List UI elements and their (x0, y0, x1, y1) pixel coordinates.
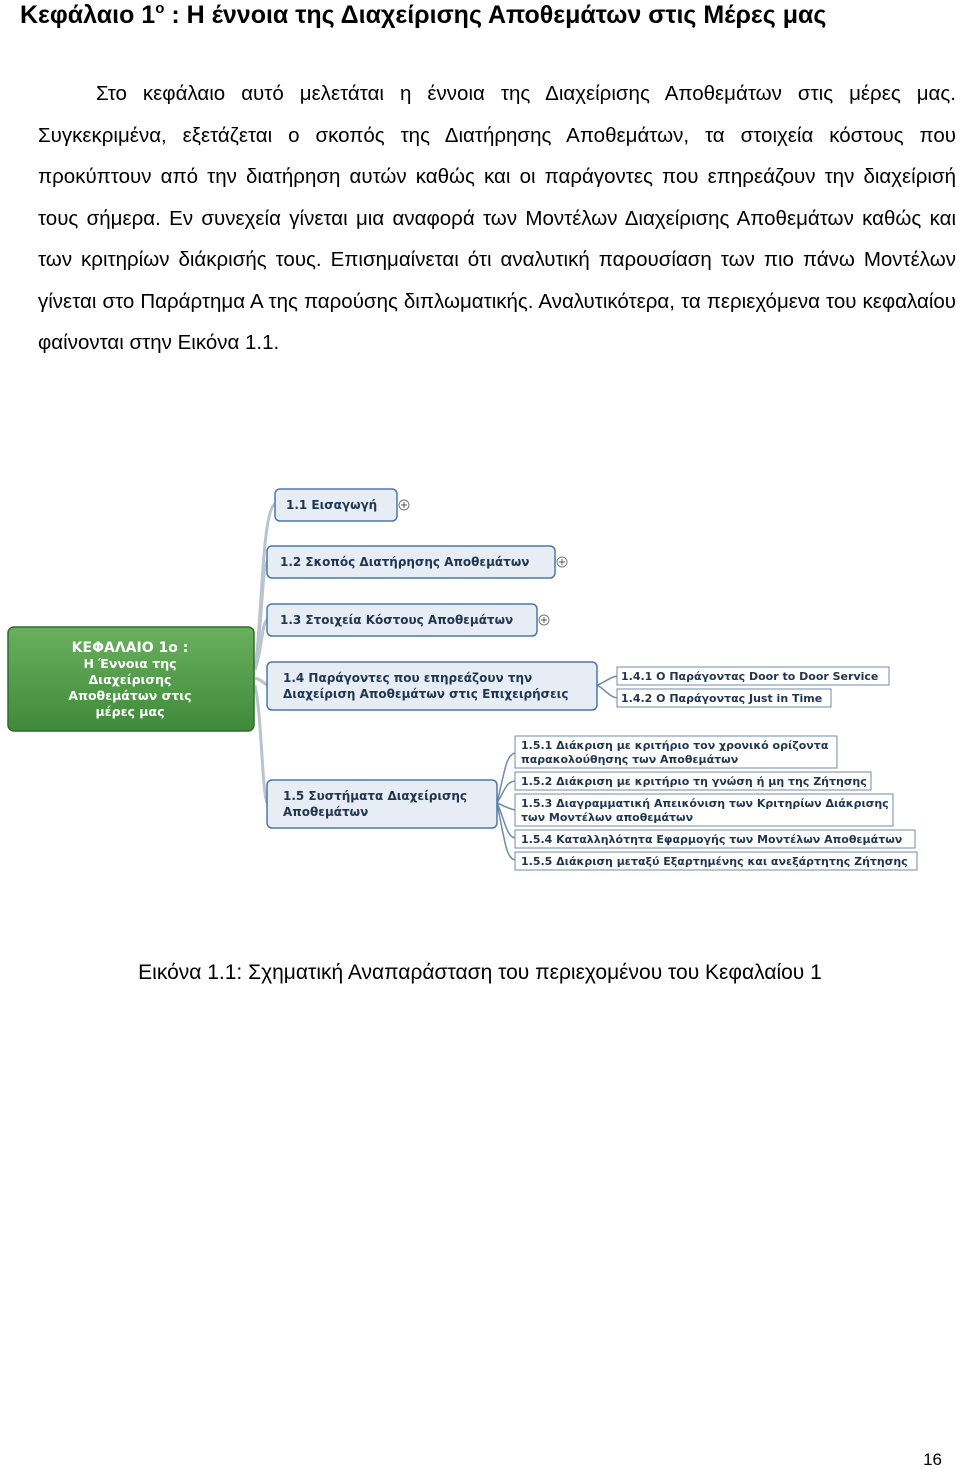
node-1-5-4-label: 1.5.4 Καταλληλότητα Εφαρμογής των Μοντέλων Αποθεμάτων (521, 833, 903, 846)
node-1-4 (267, 662, 597, 710)
node-1-5-3-line-2: των Μοντέλων αποθεμάτων (521, 811, 694, 824)
node-1-5-1 (515, 736, 837, 768)
node-1-3 (267, 604, 537, 636)
page-number: 16 (923, 1450, 942, 1469)
expand-plus-icon (539, 615, 549, 625)
node-1-5-5 (515, 852, 917, 870)
center-line-4: Αποθεμάτων στις (68, 688, 192, 703)
node-1-2 (267, 546, 555, 578)
node-1-5-5-label: 1.5.5 Διάκριση μεταξύ Εξαρτημένης και ανεξάρτητης Ζήτησης (521, 855, 908, 868)
node-1-5-3-line-1: 1.5.3 Διαγραμματική Απεικόνιση των Κριτηρίων Διάκρισης (521, 797, 889, 810)
node-1-4-1 (617, 667, 889, 685)
node-1-5-1-line-1: 1.5.1 Διάκριση με κριτήριο τον χρονικό ορίζοντα (521, 739, 829, 752)
center-line-3: Διαχείρισης (88, 672, 172, 687)
node-1-4-line-2: Διαχείριση Αποθεμάτων στις Επιχειρήσεις (283, 687, 569, 701)
center-line-2: Η Έννοια της (83, 656, 177, 671)
intro-paragraph: Στο κεφάλαιο αυτό μελετάται η έννοια της Διαχείρισης Αποθεμάτων στις μέρες μας. Συγκεκριμένα, εξετάζεται ο σκοπός της Διατήρησης Αποθεμάτων, τα στοιχεία κόστους που προκύπτουν από την διατήρηση αυτών καθώς και οι παράγοντες που επηρεάζουν την διαχείρισή τους σήμερα. Εν συνεχεία γίνεται μια αναφορά των Μοντέλων Διαχείρισης Αποθεμάτων καθώς και των κριτηρίων διάκρισής τους. Επισημαίνεται ότι αναλυτική παρουσίαση των πιο πάνω Μοντέλων γίνεται στο Παράρτημα Α της παρούσης διπλωματικής. Αναλυτικότερα, τα περιεχόμενα του κεφαλαίου φαίνονται στην Εικόνα 1.1. (38, 82, 956, 354)
chapter-mindmap (0, 470, 960, 890)
node-1-2-label: 1.2 Σκοπός Διατήρησης Αποθεμάτων (280, 555, 530, 569)
node-1-3-label: 1.3 Στοιχεία Κόστους Αποθεμάτων (280, 613, 514, 627)
expand-plus-icon (399, 500, 409, 510)
node-1-4-2 (617, 689, 831, 707)
heading-text-after: : Η έννοια της Διαχείρισης Αποθεμάτων στις Μέρες μας (164, 1, 827, 29)
figure-caption: Εικόνα 1.1: Σχηματική Αναπαράσταση του περιεχομένου του Κεφαλαίου 1 (138, 961, 822, 984)
node-1-5-4 (515, 830, 915, 848)
node-1-4-1-label: 1.4.1 Ο Παράγοντας Door to Door Service (621, 670, 879, 683)
heading-text-before: Κεφάλαιο 1 (20, 1, 156, 29)
expand-plus-icon (557, 557, 567, 567)
node-1-5-line-2: Αποθεμάτων (283, 805, 369, 819)
mindmap-center-node (8, 627, 254, 731)
node-1-1-label: 1.1 Εισαγωγή (286, 498, 378, 512)
node-1-1 (275, 489, 397, 521)
node-1-5-line-1: 1.5 Συστήματα Διαχείρισης (283, 789, 468, 803)
heading-superscript: ο (155, 0, 165, 17)
center-line-5: μέρες μας (95, 704, 165, 719)
node-1-5-2 (515, 772, 871, 790)
node-1-4-2-label: 1.4.2 Ο Παράγοντας Just in Time (621, 692, 823, 705)
chapter-heading (20, 0, 826, 30)
center-line-1: ΚΕΦΑΛΑΙΟ 1ο : (71, 640, 189, 656)
node-1-5-3 (515, 794, 893, 826)
node-1-5-2-label: 1.5.2 Διάκριση με κριτήριο τη γνώση ή μη της Ζήτησης (521, 775, 867, 788)
node-1-5-1-line-2: παρακολούθησης των Αποθεμάτων (521, 753, 739, 766)
node-1-4-line-1: 1.4 Παράγοντες που επηρεάζουν την (283, 671, 533, 685)
node-1-5 (267, 780, 497, 828)
